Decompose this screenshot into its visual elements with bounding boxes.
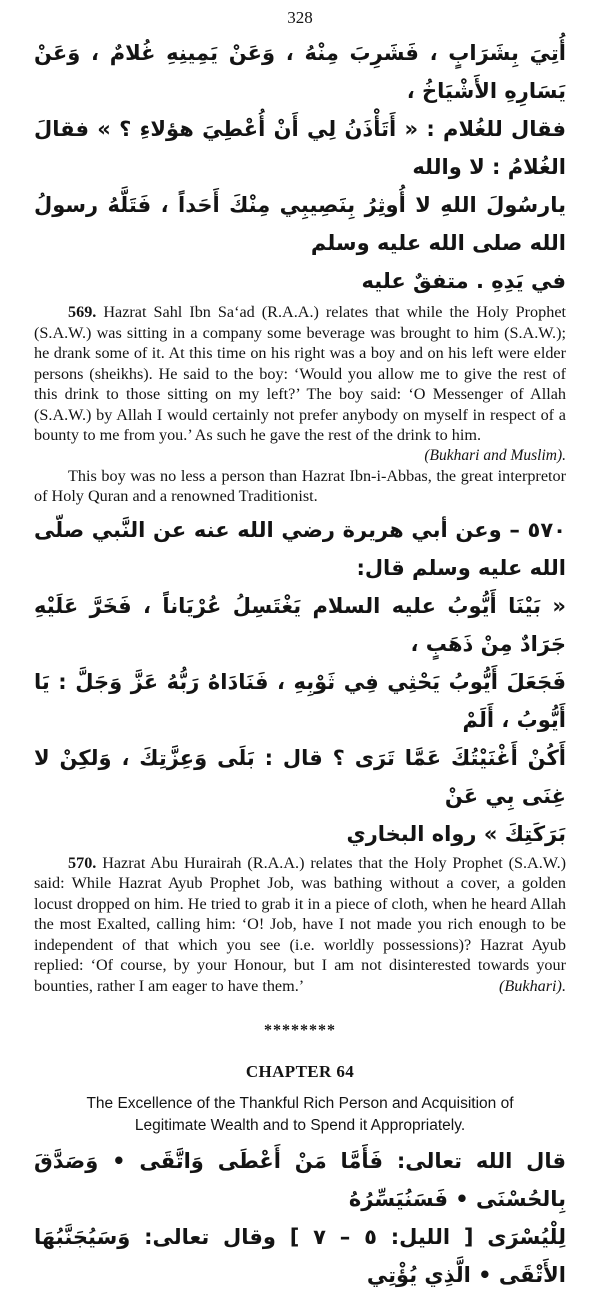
arabic-line: بَرَكَتِكَ » رواه البخاري [346, 821, 566, 846]
section-separator: ******** [264, 1022, 336, 1039]
arabic-line: فَجَعَلَ أَيُّوبُ يَحْثِي فِي ثَوْبِهِ ، فَنَادَاهُ رَبُّهُ عَزَّ وَجَلَّ : يَا أَيُّوبُ ، أَلَمْ [34, 669, 566, 732]
arabic-line: فقال للغُلام : « أَتَأْذَنُ لِي أَنْ أُعْطِيَ هؤلاءِ ؟ » فقالَ الغُلامُ : لا والله [34, 117, 566, 179]
hadith-569-arabic [34, 34, 566, 300]
hadith-570-arabic [34, 511, 566, 853]
page-number: 328 [287, 8, 313, 27]
arabic-line: في يَدِهِ . متفقٌ عليه [361, 269, 566, 293]
chapter-subtitle-line-2: Legitimate Wealth and to Spend it Appropriately. [134, 1117, 466, 1134]
arabic-line: ٥٧٠ – وعن أبي هريرة رضي الله عنه عن النَّبي صلّى الله عليه وسلم قال: [34, 517, 566, 580]
arabic-line: أُتِيَ بِشَرَابٍ ، فَشَرِبَ مِنْهُ ، وَعَنْ يَمِينِهِ غُلامٌ ، وَعَنْ يَسَارِهِ الأَشْيَاخُ ، [34, 41, 566, 103]
arabic-line: يارسُولَ اللهِ لا أُوثِرُ بِنَصِيبِي مِنْكَ أَحَداً ، فَتَلَّهُ رسولُ الله صلى الله عليه وسلم [34, 193, 566, 255]
hadith-570-translation [34, 853, 566, 997]
hadith-569-translation [34, 302, 566, 446]
arabic-line: أَكُنْ أَغْنَيْتُكَ عَمَّا تَرَى ؟ قال : بَلَى وَعِزَّتِكَ ، وَلكِنْ لا غِنَى بِي عَنْ [34, 745, 566, 808]
hadith-569-note: This boy was no less a person than Hazrat Ibn-i-Abbas, the great interpretor of Holy Quran and a renowned Traditionist. [34, 466, 566, 505]
hadith-number: 569. [68, 303, 97, 321]
hadith-570-source: (Bukhari). [499, 976, 566, 995]
hadith-569-source: (Bukhari and Muslim). [424, 446, 566, 464]
chapter-arabic-verse [34, 1142, 566, 1294]
arabic-line: لِلْيُسْرَى [ الليل: ٥ – ٧ ] وقال تعالى: وَسَيُجَنَّبُهَا الأَتْقَى • الَّذِي يُؤْتِي [34, 1225, 566, 1287]
chapter-subtitle-line-1: The Excellence of the Thankful Rich Person and Acquisition of [86, 1095, 514, 1112]
hadith-text: Hazrat Abu Hurairah (R.A.A.) relates that the Holy Prophet (S.A.W.) said: While Hazrat Ayub Prophet Job, was bathing without a cover, a golden locust dropped on him. He tried to grab it in a piece of cloth, when he heard Allah the most Exalted, calling him: ‘O! Job, have I not made you rich enough to be independent of that which you see (i.e. worldly possessions)? Hazrat Ayub replied: ‘Of course, by your Honour, but I am not disinterested towards your bounties, rather I am eager to have them.’ [34, 853, 567, 995]
hadith-number: 570. [68, 853, 97, 872]
arabic-line: « بَيْنَا أَيُّوبُ عليه السلام يَغْتَسِلُ عُرْيَاناً ، فَخَرَّ عَلَيْهِ جَرَادٌ مِنْ ذَهَبٍ ، [34, 593, 566, 656]
arabic-line: قال الله تعالى: فَأَمَّا مَنْ أَعْطَى وَاتَّقَى • وَصَدَّقَ بِالحُسْنَى • فَسَنُيَسِّرُهُ [34, 1149, 566, 1211]
chapter-title: CHAPTER 64 [245, 1062, 355, 1081]
hadith-text: Hazrat Sahl Ibn Sa‘ad (R.A.A.) relates that while the Holy Prophet (S.A.W.) was sitting in a company some beverage was brought to him (S.A.W.); he drank some of it. At this time on his right was a boy and on his left were elder persons (sheikhs). He said to the boy: ‘Would you allow me to give the rest of this drink to those sitting on my left?’ The boy said: ‘O Messenger of Allah (S.A.W.) by Allah I would certainly not prefer anybody on myself in respect of a bounty to me from you.’ As such he gave the rest of the drink to him. [34, 303, 567, 444]
